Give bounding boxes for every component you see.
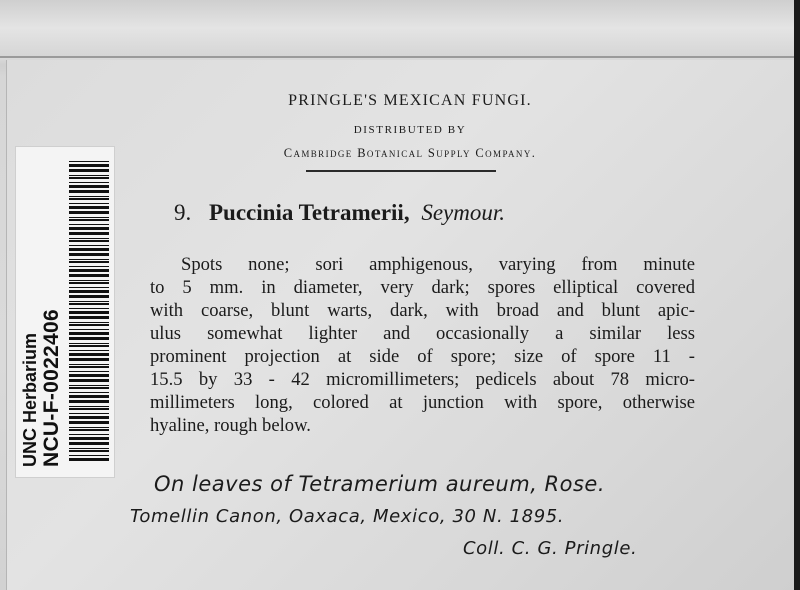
description-line: hyaline, rough below.: [150, 415, 311, 436]
description-line: with coarse, blunt warts, dark, with broad and blunt apic-: [150, 300, 695, 321]
header-rule: [306, 170, 496, 172]
distributed-by: DISTRIBUTED BY: [353, 124, 467, 136]
catalog-number: NCU-F-0022406: [40, 309, 63, 467]
description-line: millimeters long, colored at junction with spore, otherwise: [150, 392, 695, 413]
description-line: Spots none; sori amphigenous, varying from minute: [181, 254, 695, 275]
description-line: 15.5 by 33 - 42 micromillimeters; pedicels about 78 micro-: [150, 369, 695, 390]
barcode-bars: [69, 161, 109, 461]
collector-note: Coll. C. G. Pringle.: [463, 538, 638, 559]
host-note: On leaves of Tetramerium aureum, Rose.: [154, 472, 606, 496]
description-line: ulus somewhat lighter and occasionally a similar less: [150, 323, 695, 344]
locality-note: Tomellin Canon, Oaxaca, Mexico, 30 N. 1895.: [130, 506, 565, 527]
barcode-rotated-block: [19, 157, 111, 467]
barcode-label: [15, 146, 115, 478]
collection-title: PRINGLE'S MEXICAN FUNGI.: [288, 92, 532, 109]
specimen-number: 9.: [174, 200, 192, 225]
description-line: to 5 mm. in diameter, very dark; spores elliptical covered: [150, 277, 695, 298]
species-heading: [174, 200, 505, 226]
species-name: Puccinia Tetramerii,: [209, 200, 410, 225]
scan-edge: [794, 0, 800, 590]
supplier-name: Cambridge Botanical Supply Company.: [283, 146, 537, 160]
species-author: Seymour.: [421, 200, 506, 225]
description: [150, 253, 695, 437]
barcode-text: [19, 217, 67, 467]
herbarium-name: UNC Herbarium: [20, 332, 40, 467]
envelope-flap: [0, 0, 800, 58]
description-line: prominent projection at side of spore; size of spore 11 -: [150, 346, 695, 367]
